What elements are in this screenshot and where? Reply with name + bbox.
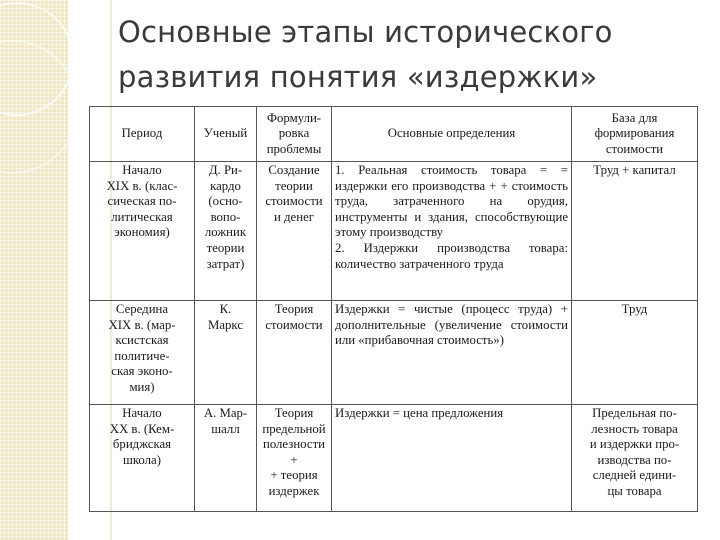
cell-definitions: Издержки = цена предложения xyxy=(332,405,572,512)
header-period: Период xyxy=(90,107,195,162)
cell-basis: Труд + капитал xyxy=(572,162,698,301)
slide-title-line-2: развития понятия «издержки» xyxy=(118,60,598,94)
header-definitions: Основные определения xyxy=(332,107,572,162)
cell-basis: Труд xyxy=(572,301,698,405)
cell-basis: Предельная по- лезность товара и издержки про- изводства по- следней едини- цы товара xyxy=(572,405,698,512)
table-row xyxy=(90,162,698,301)
cell-period: Середина XIX в. (мар- ксистская политиче- ская эконо- мия) xyxy=(90,301,195,405)
header-basis: База для формирования стоимости xyxy=(572,107,698,162)
slide-title-line-1: Основные этапы исторического xyxy=(118,15,613,49)
table-row xyxy=(90,405,698,512)
table-header-row xyxy=(90,107,698,162)
cell-scientist: Д. Ри- кардо (осно- вопо- ложник теории затрат) xyxy=(195,162,257,301)
cell-period: Начало XX в. (Кем- бриджская школа) xyxy=(90,405,195,512)
cell-period: Начало XIX в. (клас- сическая по- литическая экономия) xyxy=(90,162,195,301)
cell-scientist: К. Маркс xyxy=(195,301,257,405)
table-row xyxy=(90,301,698,405)
cell-problem: Теория стоимости xyxy=(257,301,332,405)
header-scientist: Ученый xyxy=(195,107,257,162)
cell-problem: Создание теории стоимости и денег xyxy=(257,162,332,301)
stages-table xyxy=(89,106,698,512)
cell-problem: Теория предельной полезности + + теория издержек xyxy=(257,405,332,512)
cell-scientist: А. Мар- шалл xyxy=(195,405,257,512)
cell-definitions: 1. Реальная стоимость товара = = издержки его производства + + стоимость труда, затраченного на орудия, инструменты и здания, способствующие этому производству 2. Издержки производства товара: количество затраченного труда xyxy=(332,162,572,301)
header-problem: Формули- ровка проблемы xyxy=(257,107,332,162)
cell-definitions: Издержки = чистые (процесс труда) + дополнительные (увеличение стоимости или «прибавочная стоимость») xyxy=(332,301,572,405)
slide-title xyxy=(118,10,708,100)
